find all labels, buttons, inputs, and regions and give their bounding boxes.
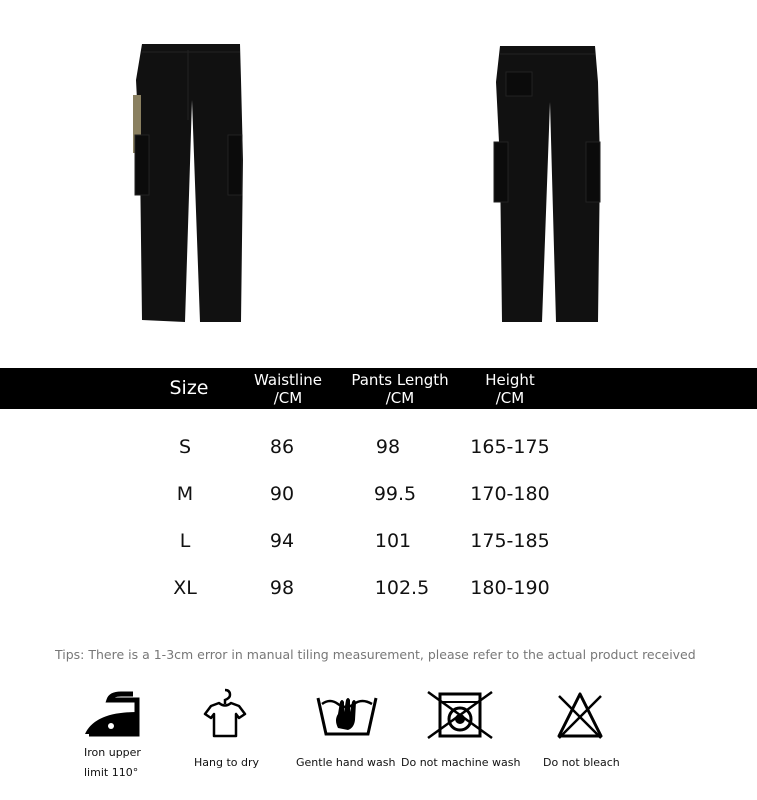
- size-table-header: [0, 368, 757, 409]
- pants-front-image: [128, 40, 248, 325]
- header-size-label: Size: [169, 377, 209, 399]
- cell-height: 165-175: [470, 436, 550, 458]
- care-label-no-bleach: Do not bleach: [543, 756, 620, 769]
- care-label-iron-line2: limit 110°: [84, 766, 139, 779]
- cell-height: 180-190: [470, 577, 550, 599]
- header-pants-length-unit: /CM: [385, 389, 415, 407]
- cell-height: 170-180: [470, 483, 550, 505]
- hand-wash-icon: [316, 690, 378, 738]
- cell-waistline: 86: [269, 436, 295, 458]
- cell-size: XL: [173, 577, 197, 599]
- cell-size: L: [179, 530, 191, 552]
- header-height-unit: /CM: [495, 389, 525, 407]
- header-size: [150, 377, 228, 399]
- care-item-iron: [80, 690, 144, 790]
- cell-height: 175-185: [470, 530, 550, 552]
- no-bleach-icon: [555, 690, 605, 740]
- care-label-iron-line1: Iron upper: [84, 746, 141, 759]
- header-pants-length: [340, 371, 460, 407]
- care-item-hand-wash: [296, 690, 396, 790]
- hanger-shirt-icon: [203, 688, 247, 738]
- header-waistline: [240, 371, 336, 407]
- care-item-no-bleach: [543, 690, 620, 790]
- cell-pants-length: 99.5: [373, 483, 417, 505]
- measurement-tips: Tips: There is a 1-3cm error in manual tiling measurement, please refer to the actual product received: [55, 647, 696, 662]
- cell-pants-length: 98: [375, 436, 401, 458]
- cell-pants-length: 102.5: [374, 577, 430, 599]
- care-item-no-machine-wash: [401, 690, 521, 790]
- header-waistline-unit: /CM: [273, 389, 303, 407]
- pants-back-image: [490, 42, 610, 327]
- cell-waistline: 94: [269, 530, 295, 552]
- cell-pants-length: 101: [374, 530, 412, 552]
- header-height-label: Height: [485, 371, 535, 389]
- care-item-hang-dry: [194, 688, 260, 788]
- cell-waistline: 98: [269, 577, 295, 599]
- iron-icon: [81, 690, 143, 738]
- cell-waistline: 90: [269, 483, 295, 505]
- no-machine-wash-icon: [426, 690, 494, 740]
- care-label-no-machine-wash: Do not machine wash: [401, 756, 521, 769]
- cell-size: M: [176, 483, 194, 505]
- care-label-hang-dry: Hang to dry: [194, 756, 260, 769]
- header-waistline-label: Waistline: [254, 371, 322, 389]
- header-pants-length-label: Pants Length: [351, 371, 449, 389]
- cell-size: S: [178, 436, 192, 458]
- care-label-hand-wash: Gentle hand wash: [296, 756, 396, 769]
- header-height: [470, 371, 550, 407]
